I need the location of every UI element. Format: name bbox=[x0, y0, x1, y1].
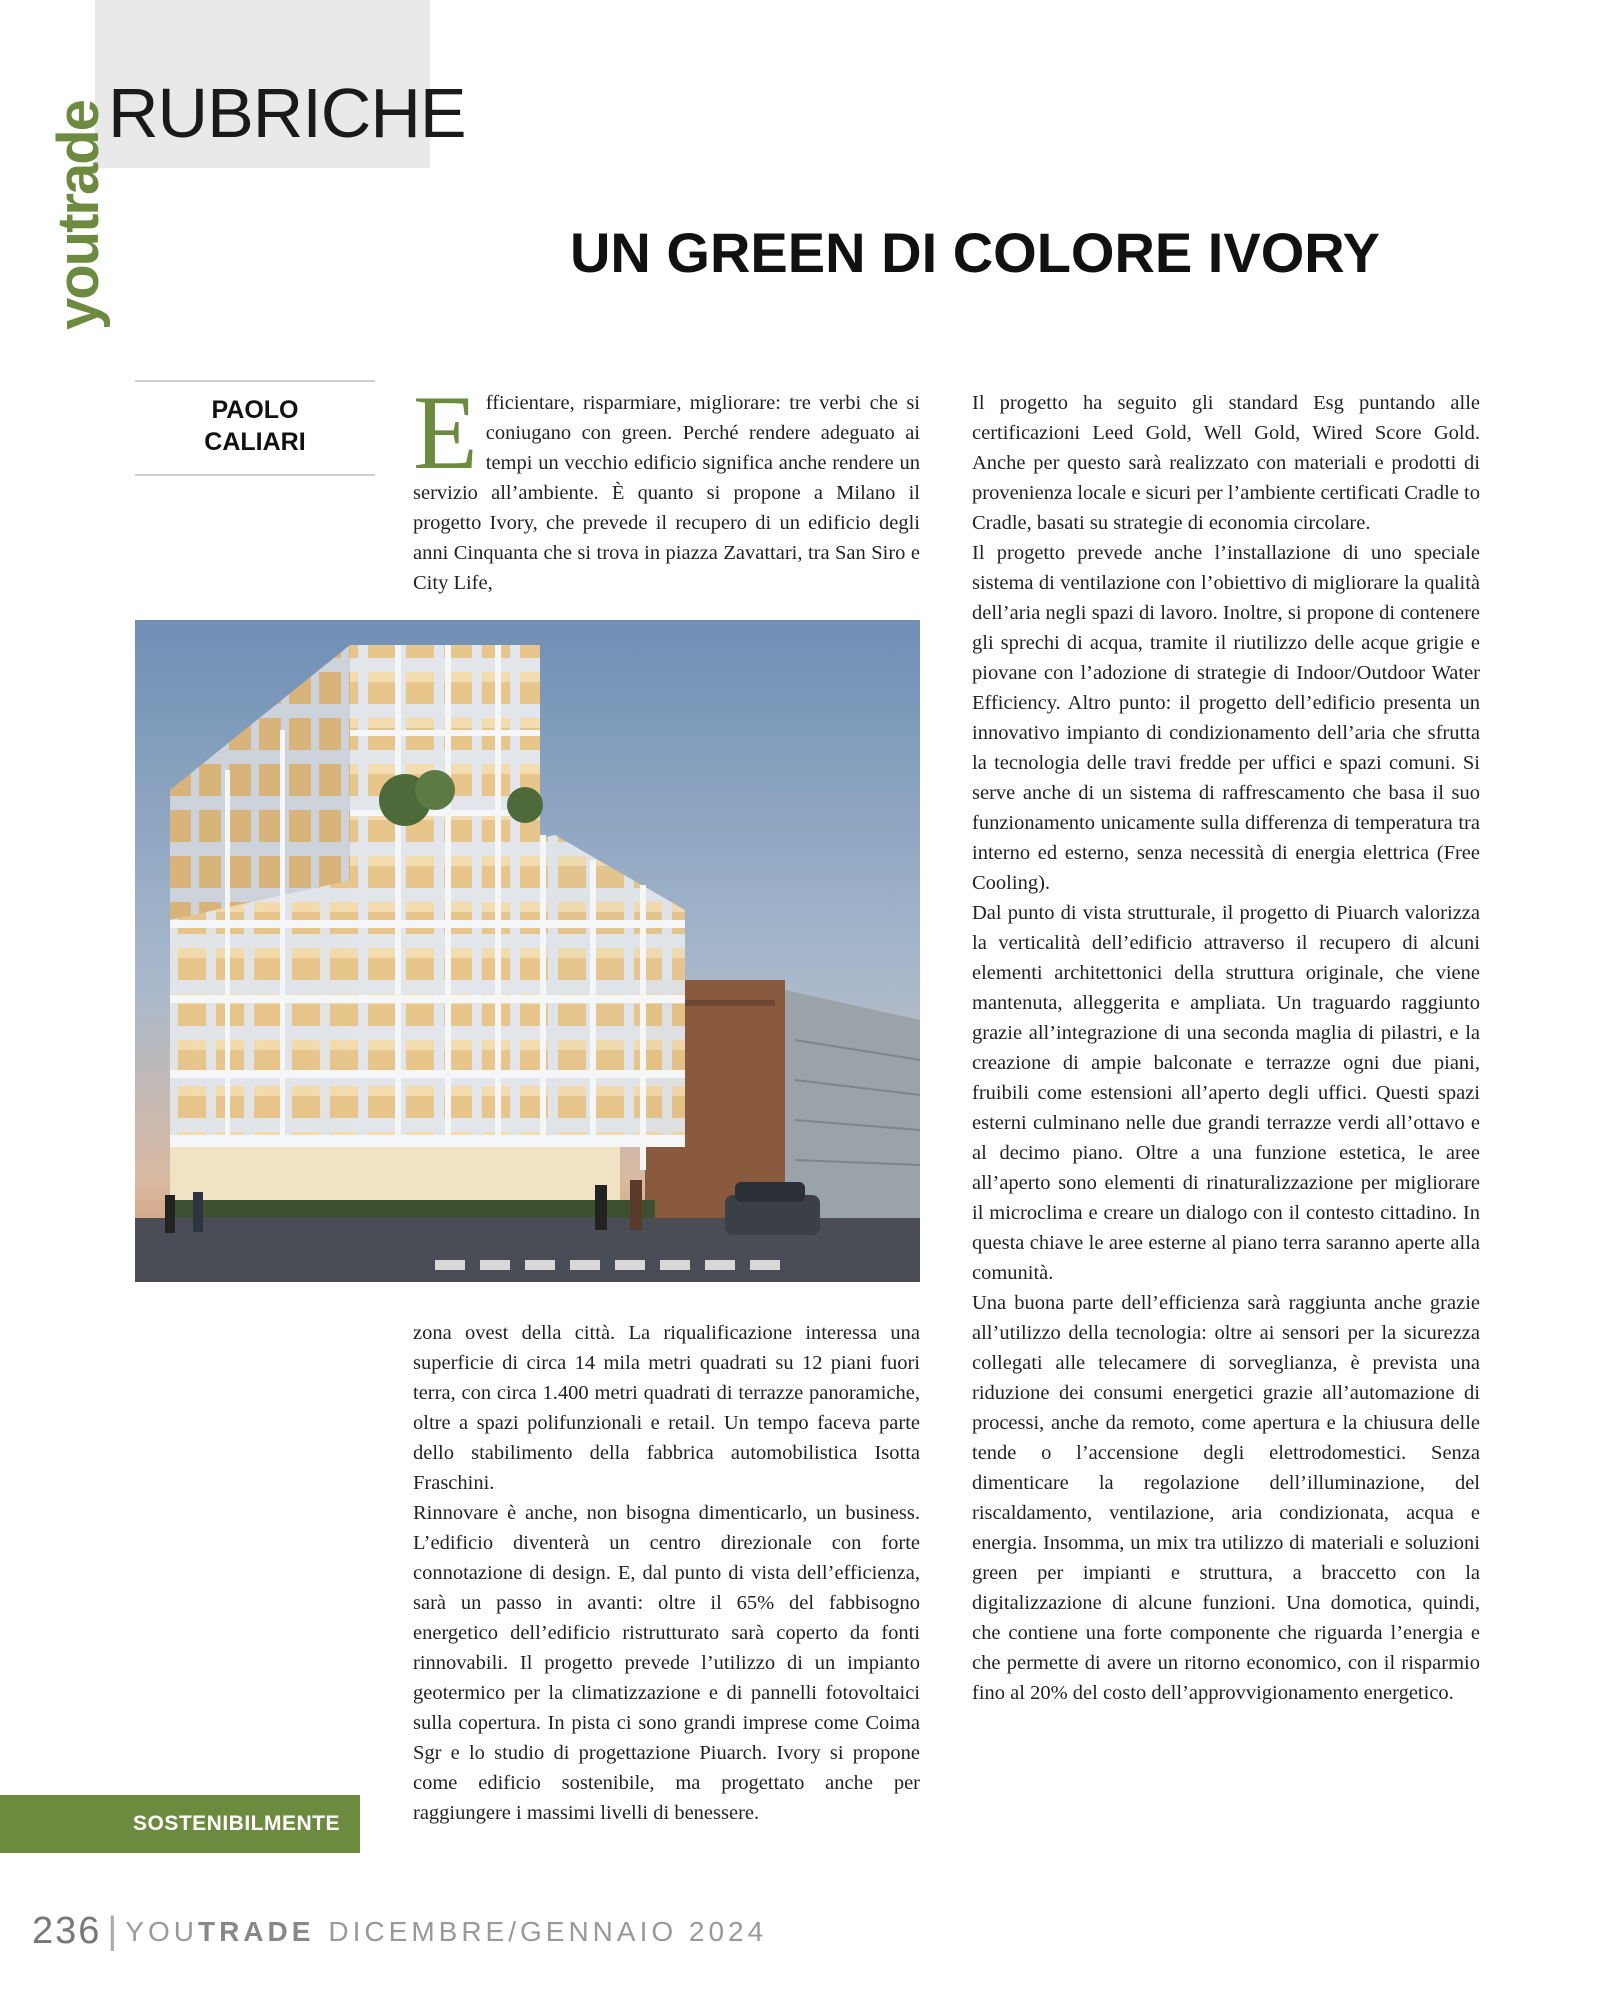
footer-issue: DICEMBRE/GENNAIO 2024 bbox=[328, 1915, 768, 1947]
building-illustration bbox=[135, 620, 920, 1282]
paragraph: Il progetto prevede anche l’installazione di uno speciale sistema di ventilazione con l’obiettivo di migliorare la qualità dell’aria negli spazi di lavoro. Inoltre, si propone di contenere gli sprechi di acqua, tramite il riutilizzo delle acque grigie e piovane con l’adozione di strategie di Indoor/Outdoor Water Efficiency. Altro punto: il progetto dell’edificio presenta un innovativo impianto di condizionamento dell’aria che sfrutta la tecnologia delle travi fredde per uffici e spazi comuni. Si serve anche di un sistema di raffrescamento che basa il suo funzionamento unicamente sulla differenza di temperatura tra interno ed esterno, senza necessità di energia elettrica (Free Cooling). bbox=[972, 542, 1480, 894]
paragraph: zona ovest della città. La riqualificazione interessa una superficie di circa 14 mila metri quadrati su 12 piani fuori terra, con circa 1.400 metri quadrati di terrazze panoramiche, oltre a spazi polifunzionali e retail. Un tempo faceva parte dello stabilimento della fabbrica automobilistica Isotta Fraschini. bbox=[413, 1322, 920, 1494]
intro-text: fficientare, risparmiare, migliorare: tre verbi che si coniugano con green. Perché rendere adeguato ai tempi un vecchio edificio significa anche rendere un servizio all’ambiente. È quanto si propone a Milano il progetto Ivory, che prevede il recupero di un edificio degli anni Cinquanta che si trova in piazza Zavattari, tra San Siro e City Life, bbox=[413, 392, 920, 594]
footer-separator: | bbox=[107, 1910, 118, 1952]
page-number: 236 bbox=[32, 1910, 102, 1952]
article-title: UN GREEN DI COLORE IVORY bbox=[569, 221, 1380, 284]
author-last-name: CALIARI bbox=[204, 428, 306, 456]
building-photo bbox=[135, 620, 920, 1282]
paragraph: Rinnovare è anche, non bisogna dimenticarlo, un business. L’edificio diventerà un centro direzionale con forte connotazione di design. E, dal punto di vista dell’efficienza, sarà un passo in avanti: oltre il 65% del fabbisogno energetico dell’edificio ristrutturato sarà coperto da fonti rinnovabili. Il progetto prevede l’utilizzo di un impianto geotermico per la climatizzazione e di pannelli fotovoltaici sulla copertura. In pista ci sono grandi imprese come Coima Sgr e lo studio di progettazione Piuarch. Ivory si propone come edificio sostenibile, ma progettato anche per raggiungere i massimi livelli di benessere. bbox=[413, 1502, 920, 1824]
column-1-top bbox=[413, 374, 920, 598]
column-1-bottom bbox=[413, 1318, 920, 1858]
column-2 bbox=[972, 388, 1480, 1868]
paragraph: Una buona parte dell’efficienza sarà raggiunta anche grazie all’utilizzo della tecnologia: oltre ai sensori per la sicurezza collegati alle telecamere di sorveglianza, è prevista una riduzione dei consumi energetici grazie all’automazione di processi, anche da remoto, come apertura e la chiusura delle tende o l’accensione degli elettrodomestici. Senza dimenticare la regolazione dell’illuminazione, del riscaldamento, ventilazione, aria condizionata, acqua e energia. Insomma, un mix tra utilizzo di materiali e soluzioni green per impianti e struttura, a braccetto con la digitalizzazione di alcune funzioni. Una domotica, quindi, che contiene una forte componente che riguarda l’energia e che permette di avere un ritorno economico, con il risparmio fino al 20% del costo dell’approvvigionamento energetico. bbox=[972, 1292, 1480, 1704]
intro-paragraph bbox=[413, 374, 920, 598]
section-tag: SOSTENIBILMENTE bbox=[0, 1795, 360, 1853]
drop-cap: E bbox=[413, 374, 478, 491]
page-footer bbox=[32, 1910, 767, 1953]
footer-brand-trade: TRADE bbox=[197, 1915, 315, 1947]
paragraph: Il progetto ha seguito gli standard Esg puntando alle certificazioni Leed Gold, Well Gold, Wired Score Gold. Anche per questo sarà realizzato con materiali e prodotti di provenienza locale e sicuri per l’ambiente certificati Cradle to Cradle, basati su strategie di economia circolare. bbox=[972, 392, 1480, 534]
rubric-label: RUBRICHE bbox=[108, 74, 466, 152]
paragraph: Dal punto di vista strutturale, il progetto di Piuarch valorizza la verticalità dell’edificio attraverso il recupero di alcuni elementi architettonici della struttura originale, che viene mantenuta, alleggerita e ampliata. Un traguardo raggiunto grazie all’integrazione di una seconda maglia di pilastri, e la creazione di ampie balconate e terrazze ogni due piani, fruibili come estensioni all’aperto degli uffici. Questi spazi esterni culminano nelle due grandi terrazze verdi all’ottavo e al decimo piano. Oltre a una funzione estetica, le aree all’aperto sono elementi di rinaturalizzazione per migliorare il microclima e creare un dialogo con il contesto cittadino. In questa chiave le aree esterne al piano terra saranno aperte alla comunità. bbox=[972, 902, 1480, 1284]
author-first-name: PAOLO bbox=[211, 396, 299, 424]
footer-brand-you: YOU bbox=[125, 1915, 198, 1947]
author-block bbox=[135, 380, 375, 476]
vertical-brand-logo: youtrade bbox=[46, 101, 111, 330]
